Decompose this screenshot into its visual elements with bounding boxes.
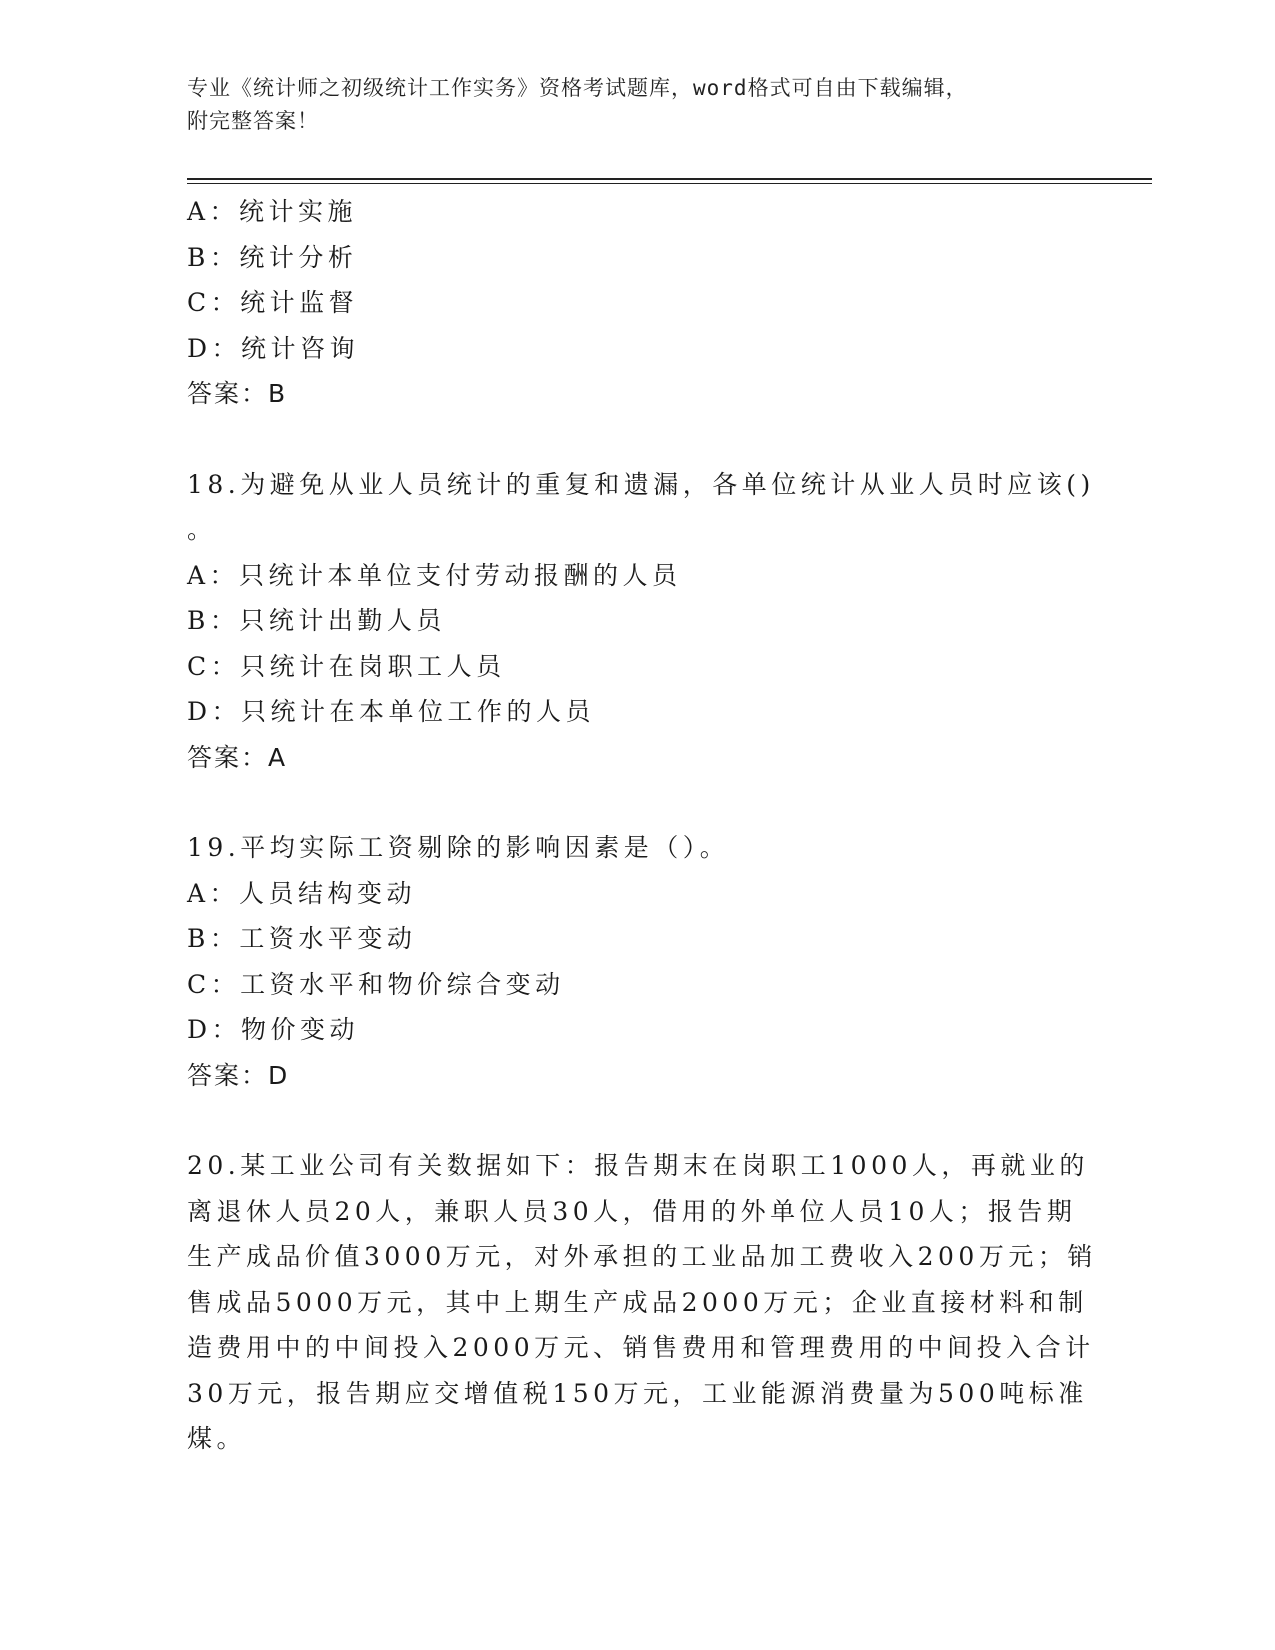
question-18-text-cont: 。 — [187, 515, 217, 544]
option-b: B：工资水平变动 — [187, 924, 417, 953]
question-20-line: 售成品5000万元，其中上期生产成品2000万元；企业直接材料和制 — [187, 1287, 1088, 1317]
option-c: C：统计监督 — [187, 288, 359, 317]
question-20-line: 煤。 — [187, 1424, 247, 1453]
header-rule-thick — [187, 178, 1152, 180]
option-d: D：只统计在本单位工作的人员 — [187, 697, 596, 726]
question-17-block — [187, 189, 1067, 417]
option-b: B：统计分析 — [187, 242, 358, 272]
option-b: B：只统计出勤人员 — [187, 606, 446, 635]
option-a: A：统计实施 — [187, 197, 358, 226]
question-20-line: 30万元，报告期应交增值税150万元，工业能源消费量为500吨标准 — [187, 1378, 1088, 1408]
document-body — [187, 189, 1097, 1462]
option-d: D：统计咨询 — [187, 333, 360, 363]
question-20-block — [187, 1143, 1097, 1462]
question-19-block — [187, 825, 1067, 1098]
document-header — [187, 72, 1067, 138]
question-19-text: 19.平均实际工资剔除的影响因素是（）。 — [187, 833, 730, 862]
header-line-1: 专业《统计师之初级统计工作实务》资格考试题库，word格式可自由下载编辑， — [187, 76, 968, 100]
answer-label: 答案：D — [187, 1060, 290, 1090]
answer-label: 答案：B — [187, 379, 288, 408]
question-18-text: 18.为避免从业人员统计的重复和遗漏，各单位统计从业人员时应该() — [187, 469, 1095, 499]
spacer — [187, 780, 1067, 825]
option-c: C：只统计在岗职工人员 — [187, 651, 506, 681]
question-20-line: 20.某工业公司有关数据如下：报告期末在岗职工1000人，再就业的 — [187, 1151, 1089, 1180]
header-rule-thin — [187, 183, 1152, 184]
spacer — [187, 1098, 1067, 1143]
option-d: D：物价变动 — [187, 1015, 360, 1044]
option-a: A：只统计本单位支付劳动报酬的人员 — [187, 560, 682, 590]
question-20-line: 生产成品价值3000万元，对外承担的工业品加工费收入200万元；销 — [187, 1242, 1097, 1271]
spacer — [187, 417, 1067, 462]
question-20-line: 造费用中的中间投入2000万元、销售费用和管理费用的中间投入合计 — [187, 1333, 1095, 1362]
answer-label: 答案：A — [187, 742, 288, 772]
question-20-line: 离退休人员20人，兼职人员30人，借用的外单位人员10人；报告期 — [187, 1196, 1077, 1226]
option-c: C：工资水平和物价综合变动 — [187, 969, 565, 999]
option-a: A：人员结构变动 — [187, 878, 417, 908]
header-line-2: 附完整答案！ — [187, 109, 319, 133]
question-18-block — [187, 462, 1095, 781]
